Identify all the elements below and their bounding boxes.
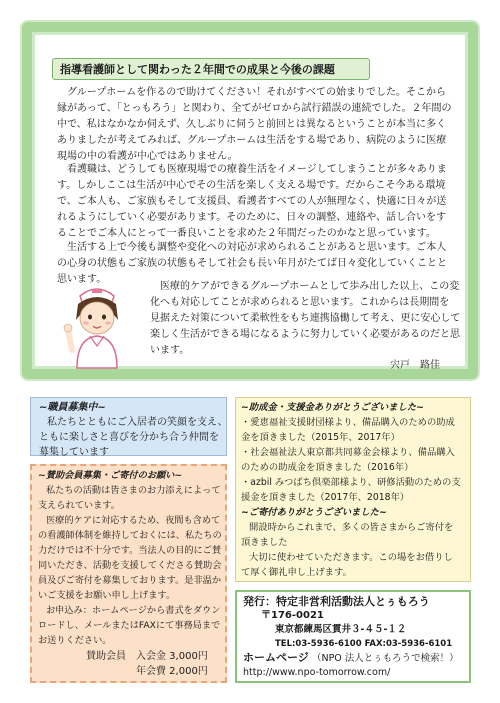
recruitment-heading: ~職員募集中~: [39, 402, 106, 413]
text-line: れるようにしていく必要があります。そのために、日々の調整、連絡や、話し合いをす: [57, 212, 446, 223]
article-title: 指導看護師として関わった２年間での成果と今後の課題: [60, 63, 335, 76]
text-line: ・azbil みつばち倶楽部様より、研修活動のための支: [241, 477, 461, 488]
text-line: ありましたが考えてみれば、グループホームは生活をする場であり、病院のように医療: [57, 135, 447, 146]
article-paragraph-2: [57, 162, 452, 242]
homepage-label: ホームページ: [243, 651, 309, 664]
text-line: お申込み：ホームページから書式をダウン: [46, 605, 221, 616]
text-line: 化へも対応してことが求められると思います。これからは長期間を: [150, 297, 450, 308]
contact-box: [235, 590, 471, 683]
tel-fax: TEL:03-5936-6100 FAX:03-5936-6101: [275, 639, 453, 649]
donations-heading: ~ご寄付ありがとうございました~: [241, 507, 387, 518]
article-paragraph-4: [150, 279, 461, 359]
text-line: 力だけでは不十分です。当法人の目的にご賛: [38, 545, 222, 556]
recruitment-box: [30, 397, 227, 456]
text-line: 医療的ケアができるグループホームとして歩み出した以上、この変: [160, 281, 460, 292]
article-author: 宍戸 路佳: [390, 360, 440, 371]
text-line: ・社会福祉法人東京都共同募金会様より、備品購入: [241, 447, 455, 458]
text-line: ともに楽しさと喜びを分かち合う仲間を: [39, 432, 219, 443]
text-line: 開設時からこれまで、多くの皆さまからご寄付を: [249, 522, 454, 533]
fee-year: 年会費 2,000円: [136, 666, 208, 677]
text-line: 金を頂きました（2015年、2017年）: [241, 432, 400, 443]
text-line: 私たちの活動は皆さまのお力添えによって: [46, 485, 221, 496]
text-line: 思います。: [57, 274, 107, 285]
text-line: ることでご本人にとって一番良いことを求めた２年間だったのかなと思っています。: [57, 228, 436, 239]
text-line: 支えられています。: [38, 500, 120, 511]
text-line: 大切に使わせていただきます。この場をお借りし: [249, 552, 453, 563]
text-line: 医療的ケアに対応するため、夜間も含めて: [46, 515, 221, 526]
nurse-illustration-icon: [62, 280, 132, 370]
text-line: いご支援をお願い申し上げます。: [38, 590, 176, 601]
text-line: 見据えた対策について柔軟性をもち連携協働して考え、更に安心して: [150, 313, 461, 324]
address: 東京都練馬区貫井３-４５-１２: [275, 624, 407, 635]
text-line: て厚く御礼申し上げます。: [241, 567, 352, 578]
text-line: 同いただき、活動を支援してくださる賛助会: [38, 560, 222, 571]
text-line: います。: [150, 345, 190, 356]
text-line: の看護師体制を維持しておくには、私たちの: [38, 530, 222, 541]
grants-heading: ~助成金・支援金ありがとうございました~: [241, 402, 424, 413]
text-line: ・愛恵福祉支援財団様より、備品購入のための助成: [241, 417, 455, 428]
thanks-box: [235, 397, 471, 582]
text-line: 縁があって、「とっもろう」と関わり、全てがゼロから試行錯誤の連続でした。２年間の: [57, 103, 452, 114]
text-line: 現場の中の看護が中心ではありません。: [57, 151, 238, 162]
fee-label: 賛助会員: [86, 651, 126, 662]
text-line: ロードし、メールまたはFAXにて事務局まで: [38, 620, 221, 631]
text-line: 援金を頂きました（2017年、2018年）: [241, 492, 410, 503]
article-paragraph-1: [57, 85, 452, 165]
homepage-note: （NPO 法人とぅもろうで検索！）: [311, 653, 459, 664]
text-line: 楽しく生活ができる場になるように努力していく必要があるのだと思: [150, 329, 460, 340]
text-line: 私たちとともにご入居者の笑顔を支え、: [47, 417, 228, 428]
text-line: 頂きました: [241, 537, 288, 548]
supporter-membership-box: [30, 464, 227, 683]
text-line: す。しかしここは生活が中心でその生活を楽しく支える場です。だからこそ今ある環境: [57, 180, 446, 191]
postal-code: 〒176-0021: [261, 610, 324, 621]
text-line: で、ご本人も、ご家族もそして支援員、看護者すべての人が無理なく、快適に日々が送: [57, 196, 447, 207]
homepage-url[interactable]: http://www.npo-tomorrow.com/: [243, 667, 391, 678]
supporter-heading: ~賛助会員募集・ご寄付のお願い~: [38, 470, 183, 481]
text-line: のための助成金を頂きました（2016年）: [241, 462, 414, 473]
text-line: 中で、私はなかなか伺えず、久しぶりに伺うと前回とは異なるということが本当に多く: [57, 119, 446, 130]
text-line: 看護職は、どうしても医療現場での療養生活をイメージしてしまうことが多々ありま: [67, 164, 447, 175]
text-line: 生活する上で今後も調整や変化への対応が求められることがあると思います。ご本人: [67, 242, 447, 253]
fee-join: 入会金 3,000円: [136, 651, 208, 662]
text-line: 募集しています: [39, 447, 109, 458]
text-line: グループホームを作るので助けてください！それがすべての始まりでした。そこから: [67, 87, 446, 98]
text-line: 員及びご寄付を募集しております。是非温か: [38, 575, 222, 586]
publisher-name: 発行：特定非営利活動法人とぅもろう: [243, 595, 430, 608]
text-line: の心身の状態もご家族の状態もそして社会も長い年月がたてば日々変化していくことと: [57, 258, 447, 269]
text-line: お送りください。: [38, 635, 112, 646]
